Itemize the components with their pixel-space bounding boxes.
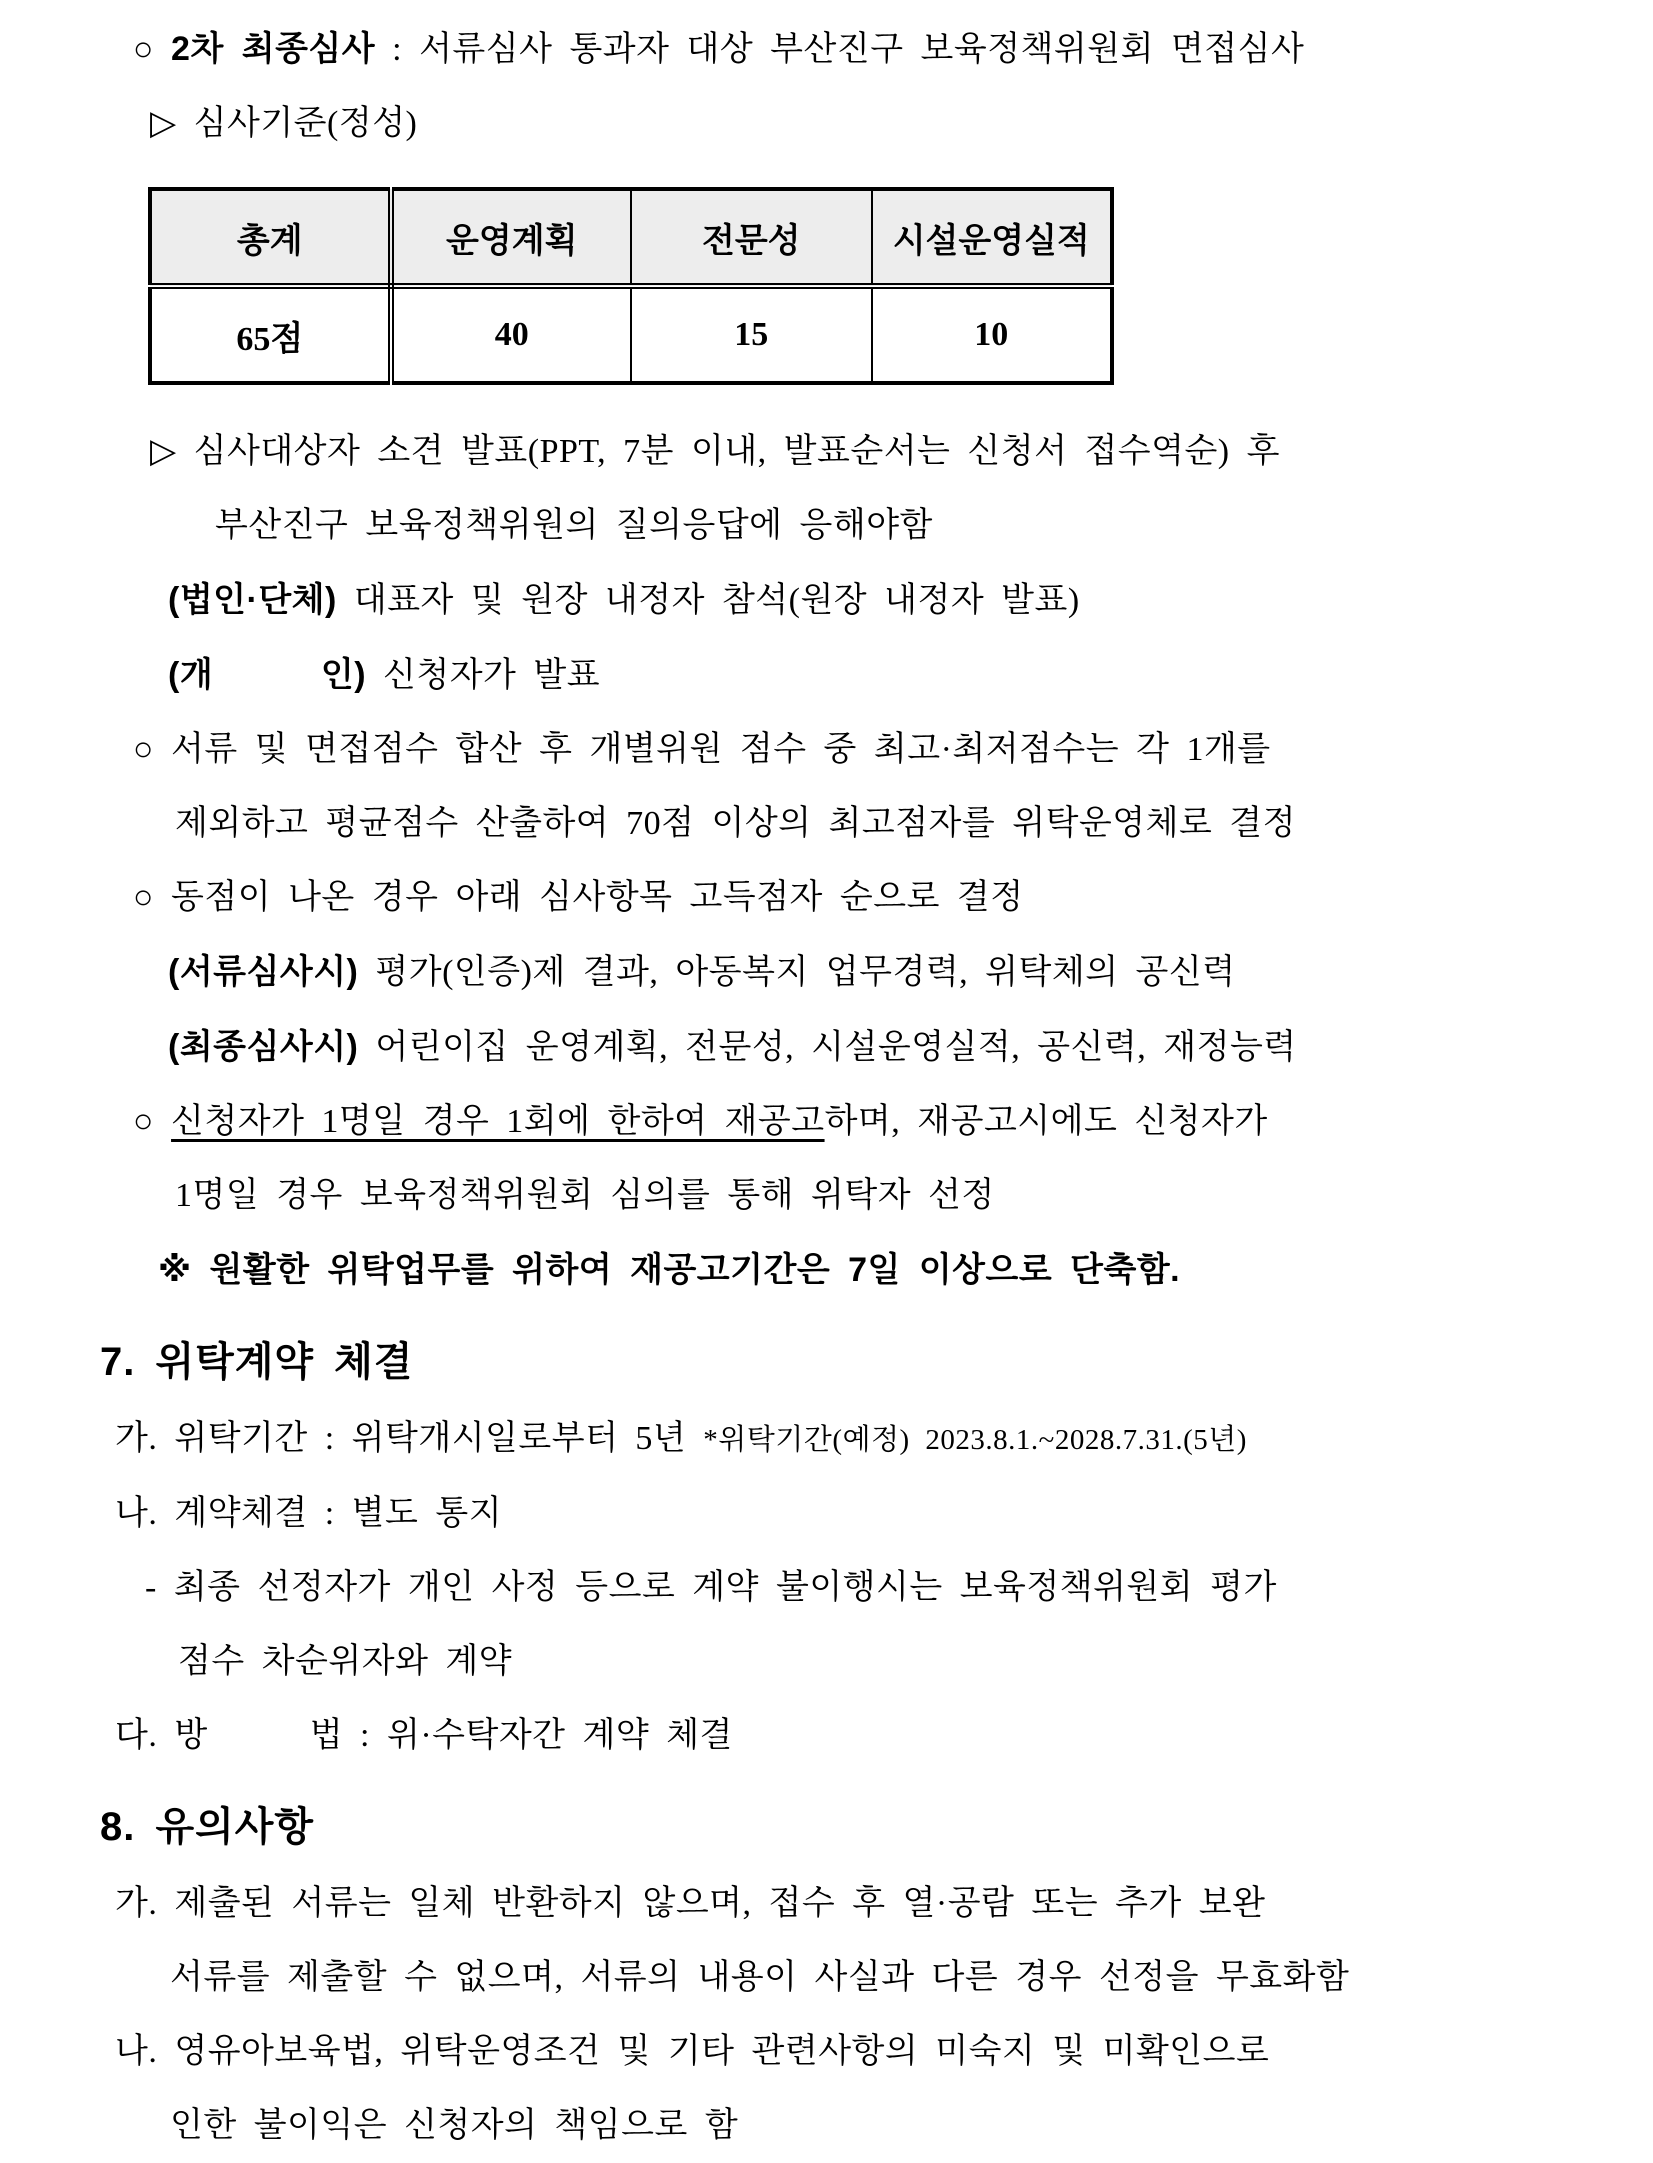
item-presentation — [150, 415, 1653, 489]
item-7-na-dash — [145, 1551, 1653, 1625]
criteria-table-value-row — [150, 286, 1112, 383]
text-segment: 대표자 및 원장 내정자 참석(원장 내정자 발표) — [336, 582, 1080, 619]
item-review-criteria — [150, 87, 1653, 161]
table-header-operation-plan: 운영계획 — [391, 189, 632, 286]
text-segment: (법인·단체) — [168, 581, 337, 619]
text-segment: ※ 원활한 위탁업무를 위하여 재공고기간은 7일 이상으로 단축함. — [158, 1251, 1181, 1289]
table-value-total: 65점 — [150, 286, 391, 383]
text-segment: 7. 위탁계약 체결 — [100, 1340, 414, 1384]
item-7-ga-period — [115, 1402, 1653, 1477]
criteria-table-header-row — [150, 189, 1112, 286]
text-segment: 2차 최종심사 — [171, 30, 376, 68]
text-segment: (개 인) — [168, 656, 367, 694]
table-header-facility-record: 시설운영실적 — [872, 189, 1113, 286]
item-8-ga-documents — [115, 1867, 1653, 1941]
text-segment: : 서류심사 통과자 대상 부산진구 보육정책위원회 면접심사 — [375, 31, 1305, 68]
text-segment: 1명일 경우 보육정책위원회 심의를 통해 위탁자 선정 — [175, 1177, 995, 1214]
text-segment: 나. 영유아보육법, 위탁운영조건 및 기타 관련사항의 미숙지 및 미확인으로 — [115, 2033, 1270, 2070]
text-segment: 인한 불이익은 신청자의 책임으로 함 — [170, 2107, 739, 2144]
item-8-na-law-cont — [170, 2089, 1653, 2163]
item-7-da-method — [115, 1699, 1653, 1773]
text-segment: 8. 유의사항 — [100, 1805, 315, 1849]
text-segment: 가. 제출된 서류는 일체 반환하지 않으며, 접수 후 열·공람 또는 추가 보완 — [115, 1885, 1266, 1922]
item-document-review — [168, 935, 1653, 1010]
table-value-expertise: 15 — [631, 286, 872, 383]
item-7-na-contract — [115, 1477, 1653, 1551]
item-individual — [168, 638, 1653, 713]
table-value-facility-record: 10 — [872, 286, 1113, 383]
table-value-operation-plan: 40 — [391, 286, 632, 383]
table-header-total: 총계 — [150, 189, 391, 286]
text-segment: 신청자가 발표 — [366, 657, 601, 694]
text-segment: 가. 위탁기간 : 위탁개시일로부터 5년 — [115, 1420, 704, 1457]
text-segment: 신청자가 1명일 경우 1회에 한하여 재공고 — [171, 1103, 825, 1140]
text-segment: 점수 차순위자와 계약 — [178, 1643, 513, 1680]
text-segment: (서류심사시) — [168, 953, 359, 991]
text-segment: ▷ 심사대상자 소견 발표(PPT, 7분 이내, 발표순서는 신청서 접수역순) 후 — [150, 433, 1280, 470]
text-segment: ○ 동점이 나온 경우 아래 심사항목 고득점자 순으로 결정 — [133, 879, 1024, 916]
text-segment: ○ 서류 및 면접점수 합산 후 개별위원 점수 중 최고·최저점수는 각 1개를 — [133, 731, 1271, 768]
item-corporation — [168, 563, 1653, 638]
bullet-tie-break — [133, 861, 1653, 935]
text-segment: ▷ 심사기준(정성) — [150, 105, 418, 142]
doc-section-top — [0, 12, 1653, 161]
bullet-score-sum-cont — [175, 787, 1653, 861]
bullet-score-sum — [133, 713, 1653, 787]
item-final-review — [168, 1010, 1653, 1085]
text-segment: ○ — [133, 1103, 172, 1140]
text-segment: 하며, 재공고시에도 신청자가 — [824, 1103, 1268, 1140]
text-segment: 어린이집 운영계획, 전문성, 시설운영실적, 공신력, 재정능력 — [358, 1029, 1297, 1066]
bullet-second-final-review — [133, 12, 1653, 87]
text-segment: 나. 계약체결 : 별도 통지 — [115, 1495, 503, 1532]
text-segment: 서류를 제출할 수 없으며, 서류의 내용이 사실과 다른 경우 선정을 무효화함 — [170, 1959, 1350, 1996]
item-8-na-law — [115, 2015, 1653, 2089]
heading-7-contract — [100, 1322, 1653, 1402]
item-8-ga-documents-cont — [170, 1941, 1653, 2015]
text-segment: ○ — [133, 31, 172, 68]
doc-section-bottom — [0, 415, 1653, 2163]
item-presentation-cont — [215, 489, 1653, 563]
criteria-table — [148, 187, 1114, 385]
heading-8-notes — [100, 1787, 1653, 1867]
text-segment: *위탁기간(예정) 2023.8.1.~2028.7.31.(5년) — [703, 1424, 1247, 1456]
item-7-na-dash-cont — [178, 1625, 1653, 1699]
text-segment: (최종심사시) — [168, 1028, 359, 1066]
text-segment: 부산진구 보육정책위원의 질의응답에 응해야함 — [215, 507, 933, 544]
text-segment: 다. 방 법 : 위·수탁자간 계약 체결 — [115, 1717, 733, 1754]
note-reannouncement-period — [158, 1233, 1653, 1308]
bullet-single-applicant-cont — [175, 1159, 1653, 1233]
bullet-single-applicant — [133, 1085, 1653, 1159]
text-segment: 제외하고 평균점수 산출하여 70점 이상의 최고점자를 위탁운영체로 결정 — [175, 805, 1296, 842]
text-segment: - 최종 선정자가 개인 사정 등으로 계약 불이행시는 보육정책위원회 평가 — [145, 1569, 1277, 1606]
table-header-expertise: 전문성 — [631, 189, 872, 286]
text-segment: 평가(인증)제 결과, 아동복지 업무경력, 위탁체의 공신력 — [358, 954, 1236, 991]
